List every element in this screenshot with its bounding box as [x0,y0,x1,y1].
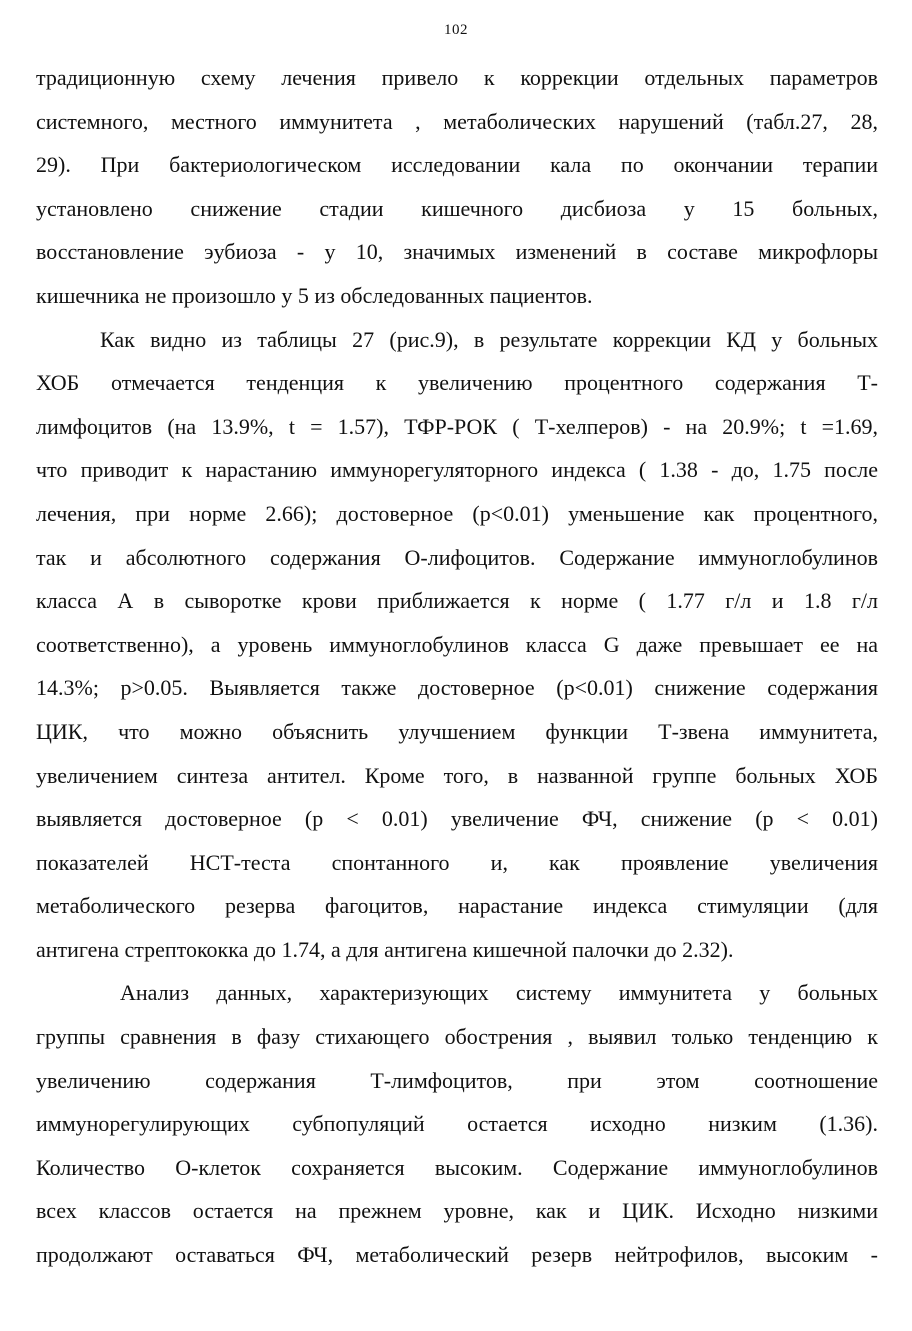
body-text [36,56,878,1277]
text-line: всех классов остается на прежнем уровне, как и ЦИК. Исходно низкими [36,1198,878,1224]
page-number: 102 [444,22,468,38]
text-line: Количество О-клеток сохраняется высоким. Содержание иммуноглобулинов [36,1154,878,1180]
text-line: иммунорегулирующих субпопуляций остается исходно низким (1.36). [36,1111,878,1137]
paragraph-start-line: Как видно из таблицы 27 (рис.9), в результате коррекции КД у больных [100,326,878,352]
paragraph-start-line: Анализ данных, характеризующих систему иммунитета у больных [120,980,878,1006]
text-line: так и абсолютного содержания О-лифоцитов. Содержание иммуноглобулинов [36,544,878,570]
text-line: установлено снижение стадии кишечного дисбиоза у 15 больных, [36,195,878,221]
text-line: группы сравнения в фазу стихающего обострения , выявил только тенденцию к [36,1024,878,1050]
text-line: антигена стрептококка до 1.74, а для антигена кишечной палочки до 2.32). [36,936,734,962]
text-line: традиционную схему лечения привело к коррекции отдельных параметров [36,65,878,90]
text-line: лимфоцитов (на 13.9%, t = 1.57), ТФР-РОК ( Т-хелперов) - на 20.9%; t =1.69, [36,413,878,439]
text-line: лечения, при норме 2.66); достоверное (р<0.01) уменьшение как процентного, [36,500,878,526]
text-line: показателей НСТ-теста спонтанного и, как проявление увеличения [36,849,878,875]
text-line: 14.3%; р>0.05. Выявляется также достоверное (р<0.01) снижение содержания [36,675,878,701]
text-line: ХОБ отмечается тенденция к увеличению процентного содержания Т- [36,370,878,396]
text-line: соответственно), а уровень иммуноглобулинов класса G даже превышает ее на [36,631,878,657]
text-line: кишечника не произошло у 5 из обследованных пациентов. [36,282,593,308]
text-line: что приводит к нарастанию иммунорегуляторного индекса ( 1.38 - до, 1.75 после [36,457,878,483]
text-line: восстановление эубиоза - у 10, значимых изменений в составе микрофлоры [36,239,878,265]
text-line: выявляется достоверное (р < 0.01) увеличение ФЧ, снижение (р < 0.01) [36,806,878,832]
text-line: метаболического резерва фагоцитов, нарастание индекса стимуляции (для [36,893,878,919]
text-line: ЦИК, что можно объяснить улучшением функции Т-звена иммунитета, [36,718,878,744]
text-line: 29). При бактериологическом исследовании кала по окончании терапии [36,152,878,178]
text-line: увеличением синтеза антител. Кроме того, в названной группе больных ХОБ [36,762,878,788]
text-line: продолжают оставаться ФЧ, метаболический резерв нейтрофилов, высоким - [36,1242,878,1268]
text-line: увеличению содержания Т-лимфоцитов, при этом соотношение [36,1067,878,1093]
text-line: системного, местного иммунитета , метаболических нарушений (табл.27, 28, [36,108,878,134]
text-line: класса А в сыворотке крови приближается к норме ( 1.77 г/л и 1.8 г/л [36,588,878,614]
